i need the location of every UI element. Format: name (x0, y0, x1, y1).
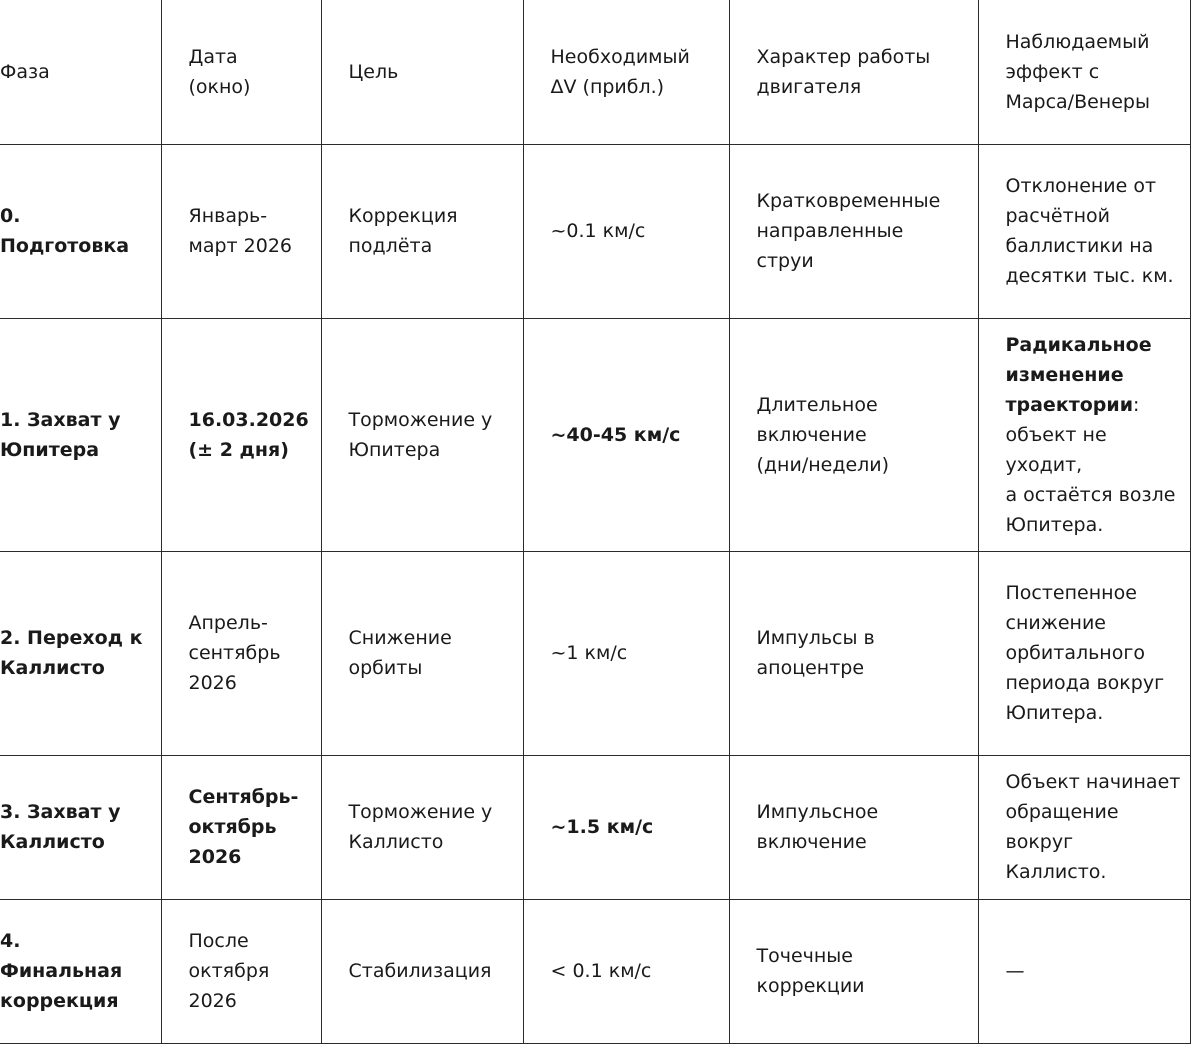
cell-goal: Торможение у Каллисто (321, 755, 523, 899)
cell-goal: Торможение у Юпитера (321, 318, 523, 551)
cell-delta-v: ~40-45 км/с (523, 318, 729, 551)
cell-goal: Коррекция подлёта (321, 144, 523, 318)
header-row (0, 0, 1190, 144)
cell-engine-mode: Точечные коррекции (729, 899, 978, 1043)
cell-goal: Стабилизация (321, 899, 523, 1043)
cell-phase: 2. Переход к Каллисто (0, 551, 161, 755)
header-delta-v: Необходимый ΔV (прибл.) (523, 0, 729, 144)
cell-observed-effect: Отклонение от расчётной баллистики на десятки тыс. км. (978, 144, 1190, 318)
cell-phase: 4. Финальная коррекция (0, 899, 161, 1043)
cell-delta-v: < 0.1 км/с (523, 899, 729, 1043)
header-goal: Цель (321, 0, 523, 144)
cell-phase: 0. Подготовка (0, 144, 161, 318)
table-row (0, 755, 1190, 899)
cell-date: После октября 2026 (161, 899, 321, 1043)
cell-delta-v: ~1.5 км/с (523, 755, 729, 899)
header-engine-mode: Характер работы двигателя (729, 0, 978, 144)
table-row (0, 144, 1190, 318)
cell-delta-v: ~1 км/с (523, 551, 729, 755)
table-row (0, 551, 1190, 755)
cell-phase: 3. Захват у Каллисто (0, 755, 161, 899)
cell-engine-mode: Кратковременные направленные струи (729, 144, 978, 318)
cell-date: Апрель- сентябрь 2026 (161, 551, 321, 755)
cell-observed-effect: Объект начинает обращение вокруг Каллисто. (978, 755, 1190, 899)
table-row (0, 318, 1190, 551)
header-observed-effect: Наблюдаемый эффект с Марса/Венеры (978, 0, 1190, 144)
cell-date: Сентябрь- октябрь 2026 (161, 755, 321, 899)
cell-observed-effect: Радикальное изменение траектории: объект не уходит, а остаётся возле Юпитера. (978, 318, 1190, 551)
table-row (0, 899, 1190, 1043)
cell-phase: 1. Захват у Юпитера (0, 318, 161, 551)
cell-engine-mode: Длительное включение (дни/недели) (729, 318, 978, 551)
cell-date: 16.03.2026 (± 2 дня) (161, 318, 321, 551)
cell-engine-mode: Импульсы в апоцентре (729, 551, 978, 755)
header-date: Дата (окно) (161, 0, 321, 144)
cell-observed-effect: Постепенное снижение орбитального периода вокруг Юпитера. (978, 551, 1190, 755)
header-phase: Фаза (0, 0, 161, 144)
cell-engine-mode: Импульсное включение (729, 755, 978, 899)
cell-delta-v: ~0.1 км/с (523, 144, 729, 318)
cell-observed-effect: — (978, 899, 1190, 1043)
cell-goal: Снижение орбиты (321, 551, 523, 755)
cell-date: Январь- март 2026 (161, 144, 321, 318)
